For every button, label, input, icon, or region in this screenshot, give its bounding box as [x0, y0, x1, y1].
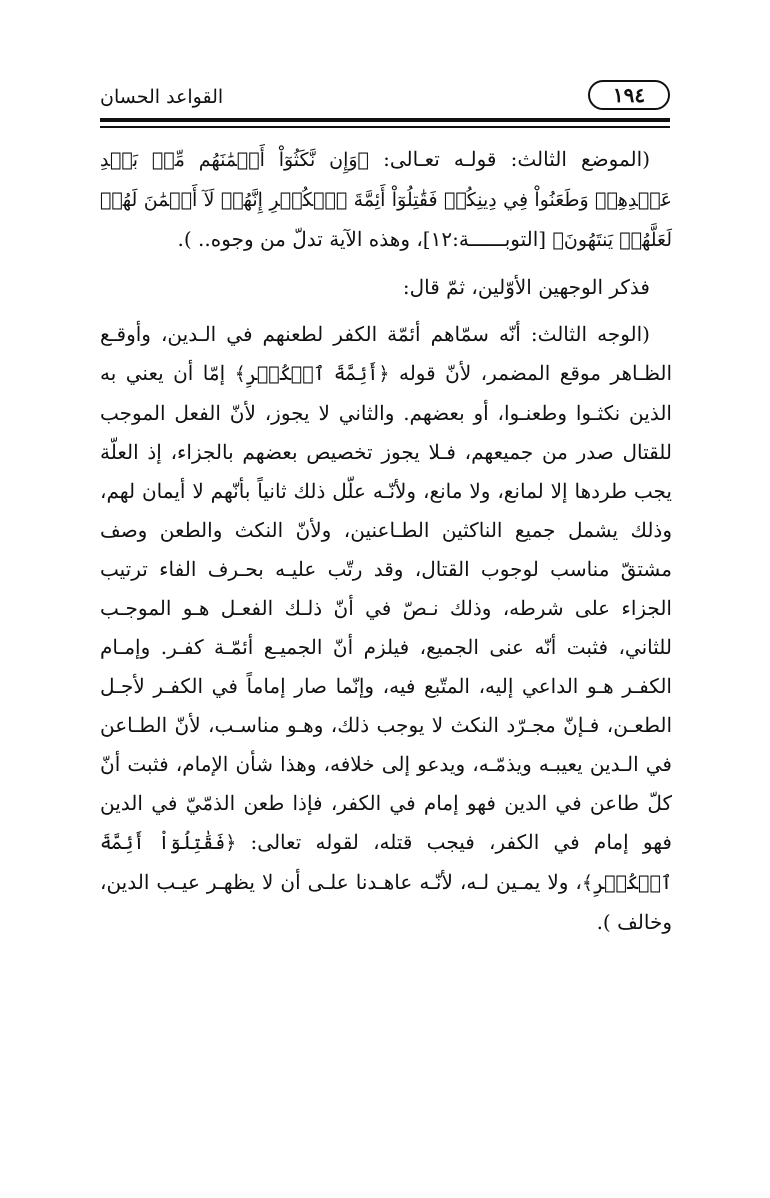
text-segment: فذكر الوجهين الأوّلين، ثمّ قال:: [402, 275, 650, 299]
paragraph-transition: [100, 268, 672, 307]
paragraph-third-aspect: [100, 315, 672, 942]
text-segment: ، ولا يمـين لـه، لأنّـه عاهـدنا علـى أن لا يظهـر عيـب الدين، وخالف ).: [100, 870, 672, 934]
header-rule-thin: [100, 126, 670, 128]
quran-verse: ﴿فَقَٰتِلُوٓاْ أَئِمَّةَ ٱلۡكُفۡرِ﴾: [100, 832, 672, 894]
page-number: ١٩٤: [588, 80, 670, 110]
header-rule-thick: [100, 118, 670, 122]
running-title: القواعد الحسان: [100, 86, 224, 108]
quran-verse: ﴿وَإِن نَّكَثُوٓاْ أَيۡمَٰنَهُم مِّنۢ بَعۡدِ عَهۡدِهِمۡ وَطَعَنُواْ فِي دِينِكُمۡ فَقَٰتِلُوٓاْ أَئِمَّةَ ٱلۡكُفۡرِ إِنَّهُمۡ لَآ أَيۡمَٰنَ لَهُمۡ لَعَلَّهُمۡ يَنتَهُونَ﴾: [100, 149, 672, 251]
text-segment: إمّا أن يعني به الذين نكثـوا وطعنـوا، أو بعضهم. والثاني لا يجوز، لأنّ الفعل الموجب للقتال صدر من جميعهم، فـلا يجوز تخصيص بعضهم بالجزاء، إذ العلّة يجب طردها إلا لمانع، ولا مانع، ولأنّـه علّل ذلك ثانياً بأنّهم لا أيمان لهم، وذلك يشمل جميع الناكثين الطـاعنين، ولأنّ النكث والطعن وصف مشتقّ مناسب لوجوب القتال، وقد رتّب عليـه بحـرف الفاء ترتيب الجزاء على شرطه، وذلك نـصّ في أنّ ذلـك الفعـل هـو الموجـب للثاني، فثبت أنّه عنى الجميع، فيلزم أنّ الجميـع أئمّـة كفـر. وإمـام الكفـر هـو الداعي إليه، المتّبع فيه، وإنّما صار إماماً في الكفـر لأجـل الطعـن، فـإنّ مجـرّد النكث لا يوجب ذلك، وهـو مناسـب، لأنّ الطـاعن في الـدين يعيبـه ويذمّـه، ويدعو إلى خلافه، وهذا شأن الإمام، فثبت أنّ كلّ طاعن في الدين فهو إمام في الكفر، فإذا طعن الذمّيّ في الدين فهو إمام في الكفر، فيجب قتله، لقوله تعالى:: [100, 361, 673, 854]
text-segment: (الموضع الثالث: قولـه تعـالى:: [368, 147, 650, 171]
text-segment: [التوبــــــة:١٢]، وهذه الآية تدلّ من وجوه.. ).: [177, 227, 553, 251]
text-segment: (الوجه الثالث: أنّه سمّاهم أئمّة الكفر لطعنهم في الـدين، وأوقـع الظـاهر موقع المضمر، لأنّ قوله: [100, 322, 673, 385]
page-header: [100, 78, 670, 118]
body-text: [100, 140, 672, 942]
paragraph-quote-verse: [100, 140, 672, 260]
quran-verse: ﴿أَئِمَّةَ ٱلۡكُفۡرِ﴾: [234, 363, 390, 385]
